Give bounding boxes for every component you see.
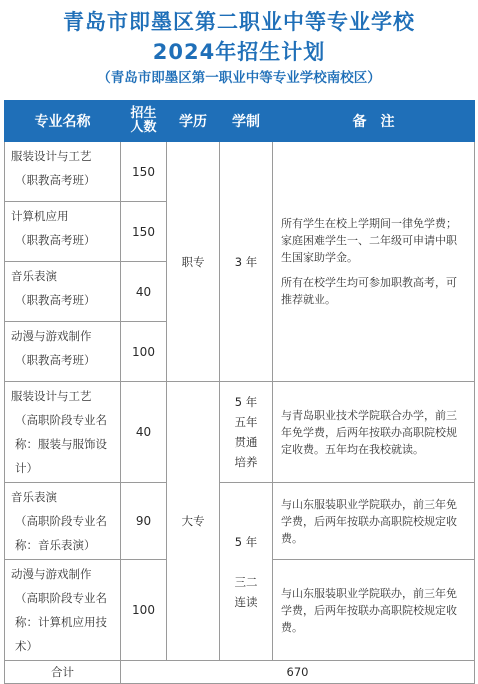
education-cell: 大专 [167,382,220,661]
major-note: （职教高考班） [15,173,96,187]
major-name: 音乐表演 [11,269,57,283]
quota-cell: 150 [121,142,167,202]
duration-type: 三二 [234,574,258,589]
campus-subtitle: （青岛市即墨区第一职业中等专业学校南校区） [97,70,381,86]
duration-cell [220,483,273,661]
major-note: （高职阶段专业名称：音乐表演） [15,514,107,552]
major-note: （职教高考班） [15,353,96,367]
quota-cell: 90 [121,483,167,560]
quota-cell: 40 [121,382,167,483]
major-cell [5,483,121,560]
remarks-cell: 与青岛职业技术学院联合办学，前三年免学费，后两年按联办高职院校规定收费。五年均在我校就读。 [273,382,475,483]
total-label: 合计 [5,661,121,684]
major-note: （高职阶段专业名称：服装与服饰设计） [15,413,107,475]
quota-cell: 100 [121,322,167,382]
total-row [5,661,475,684]
education-cell: 职专 [167,142,220,382]
major-name: 音乐表演 [11,490,57,504]
duration-years: 5 年 [234,395,258,409]
table-row [5,483,475,560]
major-note: （高职阶段专业名称：计算机应用技术） [15,591,107,653]
major-cell [5,142,121,202]
duration-type: 连读 [234,594,258,609]
header-education: 学历 [167,101,220,142]
duration-cell: 3 年 [220,142,273,382]
remarks-cell: 与山东服装职业学院联办，前三年免学费，后两年按联办高职院校规定收费。 [273,483,475,560]
duration-type: 五年 [234,415,258,429]
quota-cell: 150 [121,202,167,262]
remark-text: 所有在校学生均可参加职教高考，可推荐就业。 [281,276,457,306]
header-quota [121,101,167,142]
duration-type: 培养 [234,455,258,469]
remarks-cell: 与山东服装职业学院联办，前三年免学费，后两年按联办高职院校规定收费。 [273,560,475,661]
total-value: 670 [121,661,475,684]
duration-type: 贯通 [234,435,258,449]
major-name: 动漫与游戏制作 [11,567,92,581]
table-row [5,142,475,202]
enrollment-plan-table [4,100,475,684]
major-name: 计算机应用 [11,209,69,223]
table-row [5,382,475,483]
header-duration: 学制 [220,101,273,142]
page-subtitle-year: 2024年招生计划 [152,40,326,64]
major-cell [5,322,121,382]
major-name: 动漫与游戏制作 [11,329,92,343]
major-note: （职教高考班） [15,233,96,247]
remark-text: 所有学生在校上学期间一律免学费；家庭困难学生一、二年级可申请中职生国家助学金。 [281,217,457,264]
header-quota-line2: 人数 [130,120,157,135]
header-remarks: 备 注 [273,101,475,142]
duration-cell [220,382,273,483]
major-note: （职教高考班） [15,293,96,307]
table-header-row [5,101,475,142]
major-name: 服装设计与工艺 [11,149,92,163]
remarks-cell [273,142,475,382]
header-quota-line1: 招生 [130,106,157,121]
duration-years: 5 年 [234,534,258,549]
page-title: 青岛市即墨区第二职业中等专业学校 [63,10,415,34]
major-cell [5,262,121,322]
quota-cell: 40 [121,262,167,322]
major-cell [5,382,121,483]
header-major: 专业名称 [5,101,121,142]
major-cell [5,560,121,661]
major-cell [5,202,121,262]
major-name: 服装设计与工艺 [11,389,92,403]
quota-cell: 100 [121,560,167,661]
